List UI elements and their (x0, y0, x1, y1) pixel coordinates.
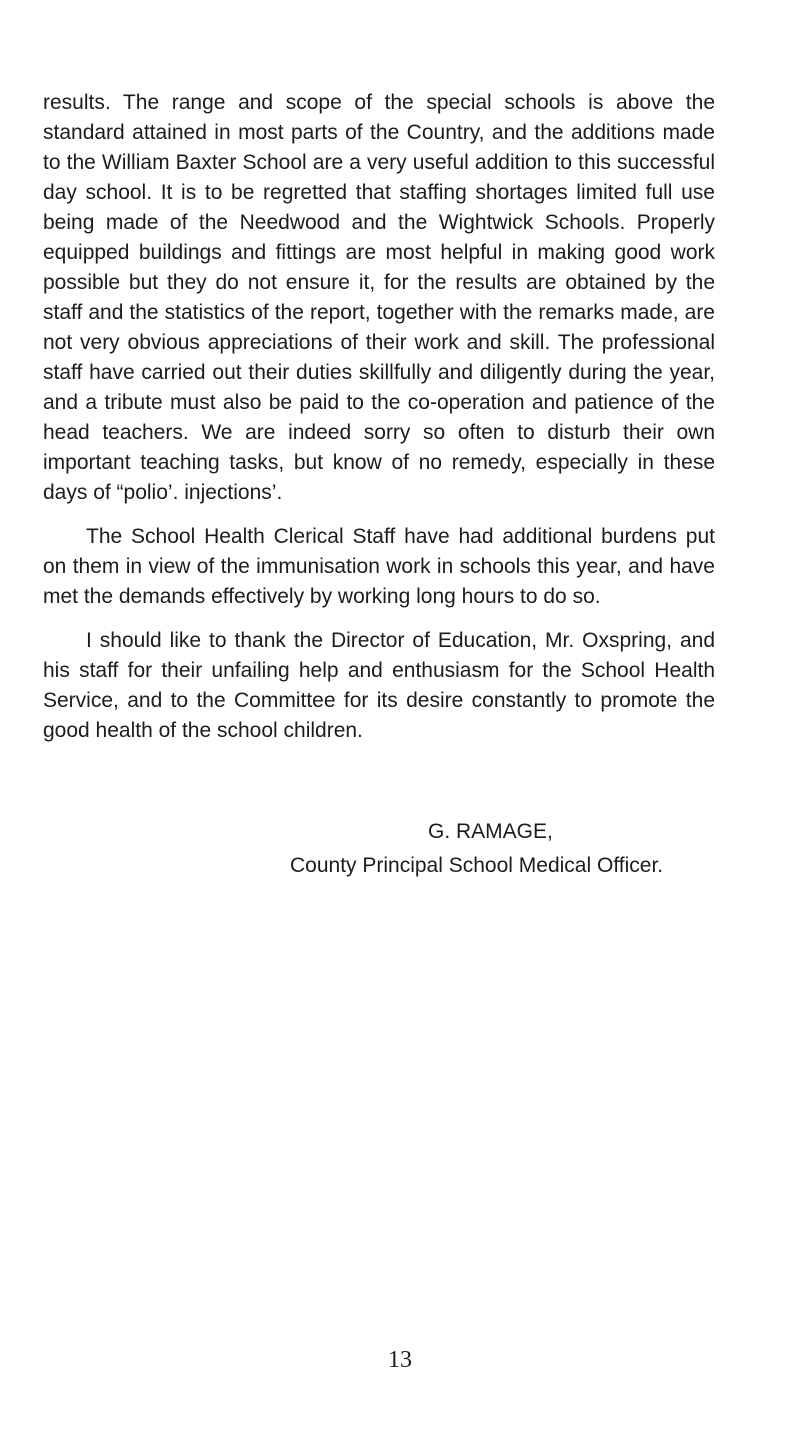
body-text (43, 88, 715, 746)
signatory-title: County Principal School Medical Officer. (290, 854, 664, 877)
paragraph-2: The School Health Clerical Staff have had additional burdens put on them in view of the immunisation work in schools this year, and have met the demands effectively by working long hours to do so. (43, 525, 715, 608)
page-number: 13 (388, 1347, 412, 1373)
signature-block (290, 815, 788, 883)
paragraph-3: I should like to thank the Director of Education, Mr. Oxspring, and his staff for their unfailing help and enthusiasm for the School Health Service, and to the Committee for its desire constantly to promote the good health of the school children. (43, 629, 715, 742)
signatory-name: G. RAMAGE, (428, 820, 553, 843)
paragraph-1: results. The range and scope of the special schools is above the standard attained in most parts of the Country, and the additions made to the William Baxter School are a very useful addition to this successful day school. It is to be regretted that staffing shortages limited full use being made of the Needwood and the Wightwick Schools. Properly equipped buildings and fittings are most helpful in making good work possible but they do not ensure it, for the results are obtained by the staff and the statistics of the report, together with the remarks made, are not very obvious appreciations of their work and skill. The professional staff have carried out their duties skillfully and diligently during the year, and a tribute must also be paid to the co-operation and patience of the head teachers. We are indeed sorry so often to disturb their own important teaching tasks, but know of no remedy, especially in these days of “polio’. injections’. (43, 91, 715, 504)
